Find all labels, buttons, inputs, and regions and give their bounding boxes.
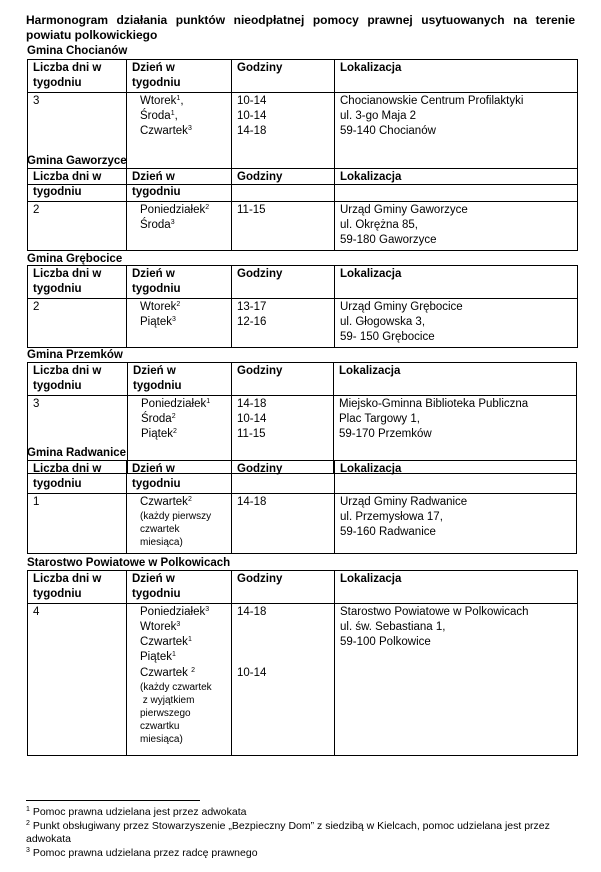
day-suffix: ,: [174, 109, 178, 122]
day-item: [140, 124, 226, 139]
schedule-row: [28, 603, 578, 755]
footnote: [26, 806, 578, 820]
header-days: Dzień w tygodniu: [127, 60, 232, 93]
footnote-ref: 2: [172, 428, 177, 436]
hours-line: 11-15: [237, 203, 266, 216]
day-note-line: (każdy czwartek: [140, 682, 212, 694]
day-name: Poniedziałek: [140, 203, 206, 216]
hours-cell: [232, 201, 335, 250]
hours-spacer: [237, 620, 329, 635]
day-item: [140, 315, 226, 330]
location-line: 59-160 Radwanice: [340, 526, 436, 539]
day-name: Wtorek: [140, 620, 177, 633]
hours-line: 14-18: [237, 397, 267, 410]
footnote-ref: 1: [176, 94, 181, 102]
day-item: [141, 427, 226, 442]
header-location: Lokalizacja: [334, 363, 577, 396]
location-line: 59-140 Chocianów: [340, 125, 436, 138]
location-line: Chocianowskie Centrum Profilaktyki: [340, 94, 524, 107]
day-item: [140, 94, 226, 109]
location-line: 59-170 Przemków: [339, 428, 432, 441]
day-item: [140, 635, 226, 650]
footnote-ref: 3: [187, 125, 192, 133]
day-name: Piątek: [140, 651, 172, 664]
footnote-ref: 2: [171, 412, 176, 420]
header-days: Dzień w tygodniu: [127, 461, 232, 494]
section-title: Gmina Radwanice: [27, 447, 127, 459]
day-item: [140, 300, 226, 315]
header-days-count: Liczba dni w tygodniu: [28, 60, 127, 93]
days-cell: [127, 298, 232, 347]
location-line: Starostwo Powiatowe w Polkowicach: [340, 605, 529, 618]
day-name: Czwartek: [140, 636, 188, 649]
footnote-number: 3: [26, 846, 30, 854]
day-item: [141, 412, 226, 427]
section-title: Starostwo Powiatowe w Polkowicach: [27, 557, 231, 569]
location-line: Urząd Gminy Grębocice: [340, 300, 463, 313]
header-days-count: Liczba dni w tygodniu: [28, 461, 127, 494]
days-count-cell: 2: [28, 298, 127, 347]
footnote-ref: 3: [171, 315, 176, 323]
days-cell: [127, 201, 232, 250]
footnote-ref: 1: [170, 109, 175, 117]
footnote-text: Pomoc prawna udzielana jest przez adwokata: [32, 806, 247, 818]
hours-line: 10-14: [237, 94, 267, 107]
section-title: Gmina Grębocice: [27, 253, 123, 265]
schedule-row: [28, 201, 578, 250]
header-location: Lokalizacja: [335, 60, 578, 93]
location-line: 59-100 Polkowice: [340, 636, 431, 649]
footnote-ref: 2: [176, 300, 181, 308]
footnote-ref: 2: [205, 203, 210, 211]
day-name: Wtorek: [140, 94, 177, 107]
day-item: [140, 203, 226, 218]
header-location: Lokalizacja: [335, 266, 578, 299]
day-note-line: miesiąca): [140, 734, 183, 746]
footnote: [26, 847, 578, 861]
header-hours: Godziny: [232, 571, 335, 604]
location-line: Urząd Gminy Radwanice: [340, 495, 468, 508]
location-line: 59- 150 Grębocice: [340, 331, 435, 344]
section-title: Gmina Gaworzyce: [27, 155, 127, 167]
day-item: [140, 109, 226, 124]
hours-spacer: [237, 650, 329, 665]
day-item: [140, 650, 226, 665]
day-name: Środa: [141, 412, 172, 425]
document-title: Harmonogram działania punktów nieodpłatnej pomocy prawnej usytuowanych na terenie powiatu polkowickiego: [26, 13, 575, 42]
location-line: ul. Okrężna 85,: [340, 218, 418, 231]
day-item: [140, 218, 226, 233]
footnote-ref: 1: [171, 651, 176, 659]
location-cell: [335, 493, 577, 553]
header-days-count: Liczba dni w tygodniu: [28, 266, 127, 299]
schedule-table: [27, 570, 578, 756]
hours-line: 14-18: [237, 125, 267, 138]
hours-line: 10-14: [237, 412, 267, 425]
day-note-line: miesiąca): [140, 536, 183, 548]
day-note-line: z wyjątkiem: [140, 695, 195, 707]
footnote-number: 1: [26, 806, 30, 813]
day-item: [141, 397, 226, 412]
header-hours: Godziny: [232, 363, 334, 396]
day-name: Poniedziałek: [140, 605, 206, 618]
day-note-line: czwartku: [140, 721, 180, 733]
header-days: Dzień w tygodniu: [128, 363, 232, 396]
header-location: Lokalizacja: [335, 571, 578, 604]
day-item: [140, 666, 226, 681]
schedule-row: [28, 493, 577, 553]
hours-line: 13-17: [237, 300, 267, 313]
footnote-text: Pomoc prawna udzielana przez radcę prawnego: [32, 846, 258, 859]
schedule-row: [28, 298, 578, 347]
day-item: [140, 495, 226, 510]
day-note-line: czwartek: [140, 523, 180, 535]
schedule-table: [27, 168, 578, 251]
hours-line: 11-15: [237, 428, 266, 441]
day-note-line: pierwszego: [140, 708, 191, 720]
day-name: Czwartek: [140, 666, 192, 679]
hours-cell: [232, 298, 335, 347]
footnote-ref: 1: [187, 636, 192, 644]
hours-line: 14-18: [237, 605, 267, 618]
location-line: ul. 3-go Maja 2: [340, 109, 417, 122]
header-hours: Godziny: [232, 266, 335, 299]
footnote-ref: 3: [176, 620, 181, 628]
footnote-ref: 3: [170, 218, 175, 226]
day-name: Środa: [140, 109, 171, 122]
footnote-text: Punkt obsługiwany przez Stowarzyszenie „Bezpieczny Dom” z siedzibą w Kielcach, pomoc udzielana jest przez adwokata: [26, 819, 550, 845]
header-hours: Godziny: [232, 60, 335, 93]
days-count-cell: 4: [28, 603, 127, 755]
footnotes: [26, 806, 578, 860]
header-days: Dzień w tygodniu: [127, 266, 232, 299]
footnote-ref: 2: [187, 495, 192, 503]
day-name: Czwartek: [140, 495, 188, 508]
schedule-table: [27, 460, 577, 554]
hours-line: 10-14: [237, 666, 267, 679]
day-name: Wtorek: [140, 300, 177, 313]
header-days-count: Liczba dni w tygodniu: [28, 169, 127, 202]
location-line: 59-180 Gaworzyce: [340, 234, 437, 247]
section-title: Gmina Chocianów: [27, 45, 128, 57]
hours-spacer: [237, 635, 329, 650]
header-row: [28, 266, 578, 299]
location-line: Plac Targowy 1,: [339, 412, 420, 425]
header-row: [28, 363, 577, 396]
location-line: ul. Głogowska 3,: [340, 315, 426, 328]
hours-line: 10-14: [237, 109, 267, 122]
day-name: Czwartek: [140, 125, 188, 138]
header-days: Dzień w tygodniu: [127, 169, 232, 202]
days-cell: [127, 603, 232, 755]
hours-line: 12-16: [237, 315, 267, 328]
day-item: [140, 620, 226, 635]
location-cell: [335, 603, 578, 755]
location-cell: [335, 298, 578, 347]
location-line: Urząd Gminy Gaworzyce: [340, 203, 468, 216]
location-line: Miejsko-Gminna Biblioteka Publiczna: [339, 397, 529, 410]
header-location: Lokalizacja: [335, 169, 578, 202]
footnote-separator: [26, 800, 200, 801]
schedule-table: [27, 265, 578, 348]
footnote-ref: 2: [191, 666, 196, 674]
header-hours: Godziny: [232, 461, 335, 494]
footnote: [26, 820, 578, 847]
days-count-cell: 3: [28, 395, 128, 473]
days-count-cell: 3: [28, 92, 127, 184]
days-cell: [127, 493, 232, 553]
header-row: [28, 169, 578, 202]
header-row: [28, 571, 578, 604]
hours-cell: [232, 603, 335, 755]
hours-line: 14-18: [237, 495, 267, 508]
day-item: [140, 605, 226, 620]
location-line: ul. Przemysłowa 17,: [340, 510, 443, 523]
days-count-cell: 2: [28, 201, 127, 250]
header-hours: Godziny: [232, 169, 335, 202]
day-note-line: (każdy pierwszy: [140, 510, 212, 522]
header-days: Dzień w tygodniu: [127, 571, 232, 604]
header-row: [28, 60, 578, 93]
header-days-count: Liczba dni w tygodniu: [28, 571, 127, 604]
location-cell: [335, 201, 578, 250]
day-name: Piątek: [140, 315, 172, 328]
day-name: Poniedziałek: [141, 397, 207, 410]
header-days-count: Liczba dni w tygodniu: [28, 363, 128, 396]
day-name: Środa: [140, 218, 171, 231]
section-title: Gmina Przemków: [27, 349, 123, 361]
header-row: [28, 461, 577, 494]
day-name: Piątek: [141, 428, 173, 441]
day-suffix: ,: [180, 94, 184, 107]
location-line: ul. św. Sebastiana 1,: [340, 620, 446, 633]
footnote-ref: 3: [205, 605, 210, 613]
header-location: Lokalizacja: [335, 461, 577, 494]
footnote-number: 2: [26, 819, 30, 827]
footnote-ref: 1: [206, 397, 211, 405]
hours-cell: [232, 493, 335, 553]
days-count-cell: 1: [28, 493, 127, 553]
